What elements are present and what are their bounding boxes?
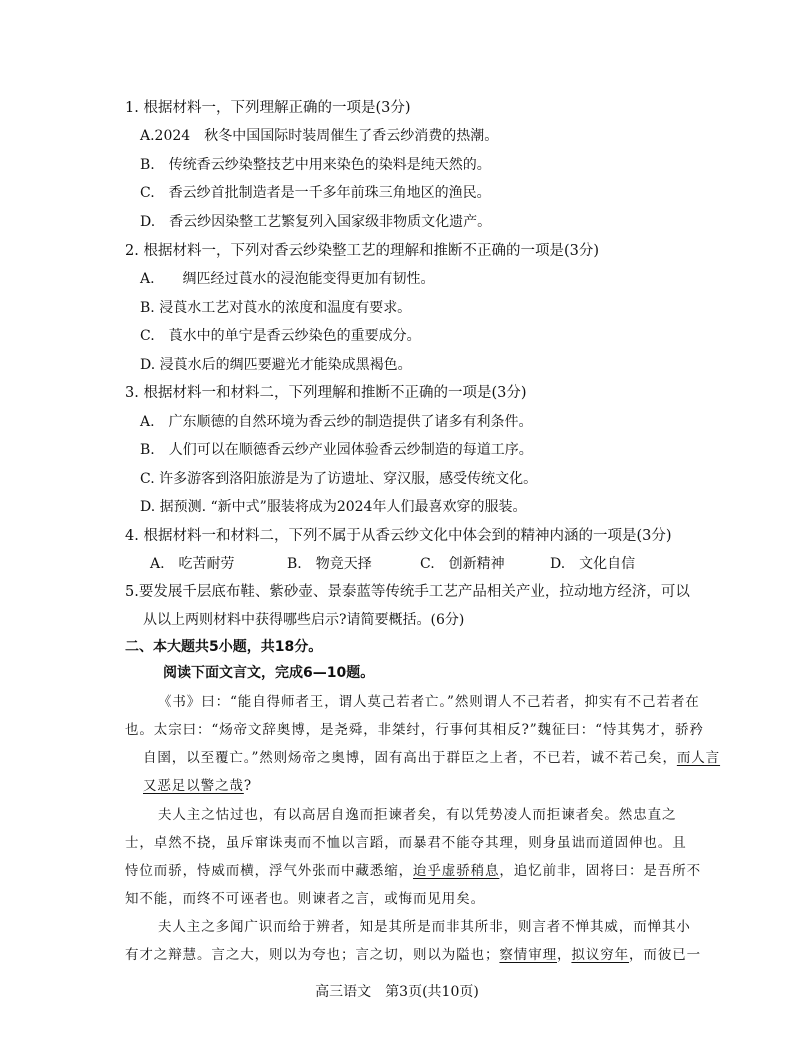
question-3-option-c: C. 许多游客到洛阳旅游是为了访遗址、穿汉服，感受传统文化。 <box>140 471 538 487</box>
question-3-option-b: B. 人们可以在顺德香云纱产业园体验香云纱制造的每道工序。 <box>140 442 533 458</box>
underlined-phrase: 拟议穷年 <box>571 947 630 963</box>
passage-p3-line-2 <box>125 945 701 965</box>
passage-p2-line-3 <box>125 861 701 881</box>
underlined-phrase: 又恶足以警之哉 <box>143 778 244 794</box>
page-footer: 高三语文 第3页(共10页) <box>315 984 479 1000</box>
underlined-phrase: 迨乎虚骄稍息 <box>413 863 500 879</box>
question-2-option-d: D. 浸莨水后的绸匹要避光才能染成黑褐色。 <box>140 357 412 373</box>
passage-p2-line-1: 夫人主之怙过也，有以高居自逸而拒谏者矣，有以凭势凌人而拒谏者矣。然忠直之 <box>158 807 677 823</box>
question-4-option-d: D. 文化自信 <box>550 556 636 572</box>
passage-p2-line-2: 士，卓然不挠，虽斥窜诛夷而不恤以言蹈，而暴君不能夺其理，则身虽诎而道固伸也。且 <box>125 835 687 851</box>
question-2-option-b: B. 浸莨水工艺对莨水的浓度和温度有要求。 <box>140 300 412 316</box>
section-2-instruction: 阅读下面文言文，完成6—10题。 <box>163 665 375 681</box>
passage-p1-line-4 <box>143 776 252 796</box>
section-2-heading: 二、本大题共5小题，共18分。 <box>125 639 323 655</box>
question-4-options <box>150 554 635 574</box>
question-1-option-d: D. 香云纱因染整工艺繁复列入国家级非物质文化遗产。 <box>140 214 492 230</box>
question-3-option-a: A. 广东顺德的自然环境为香云纱的制造提供了诸多有利条件。 <box>140 414 533 430</box>
question-4-option-a: A. 吃苦耐劳 <box>150 556 235 572</box>
passage-p3-line-1: 夫人主之多闻广识而给于辨者，知是其所是而非其所非，则言者不惮其威，而惮其小 <box>158 919 691 935</box>
question-3-option-d: D. 据预测. “新中式”服装将成为2024年人们最喜欢穿的服装。 <box>140 499 527 515</box>
question-1-option-b: B. 传统香云纱染整技艺中用来染色的染料是纯天然的。 <box>140 157 491 173</box>
passage-text: 自圉，以至覆亡。”然则炀帝之奥博，固有高出于群臣之上者，不已若，诚不若己矣， <box>143 750 677 766</box>
passage-p1-line-2: 也。太宗曰：“炀帝文辞奥博，是尧舜，非桀纣，行事何其相反?”魏征曰：“恃其隽才，骄矜 <box>125 722 704 738</box>
passage-text: 有才之辩慧。言之大，则以为夸也；言之切，则以为隘也； <box>125 947 500 963</box>
question-3-stem: 3. 根据材料一和材料二，下列理解和推断不正确的一项是(3分) <box>125 385 527 401</box>
question-4-option-c: C. 创新精神 <box>420 556 505 572</box>
question-1-option-c: C. 香云纱首批制造者是一千多年前珠三角地区的渔民。 <box>140 185 491 201</box>
passage-text: ? <box>243 778 252 794</box>
question-2-stem: 2. 根据材料一，下列对香云纱染整工艺的理解和推断不正确的一项是(3分) <box>125 243 599 259</box>
passage-p2-line-4: 知不能，而终不可诬者也。则谏者之言，或悔而见用矣。 <box>125 891 485 907</box>
passage-text: ，追忆前非，固将曰：是吾所不 <box>499 863 702 879</box>
underlined-phrase: 察情审理 <box>499 947 558 963</box>
question-1-option-a: A.2024 秋冬中国国际时装周催生了香云纱消费的热潮。 <box>140 128 499 144</box>
question-2-option-a: A. 绸匹经过莨水的浸泡能变得更加有韧性。 <box>140 271 435 287</box>
underlined-phrase: 而人言 <box>676 750 721 766</box>
question-2-option-c: C. 莨水中的单宁是香云纱染色的重要成分。 <box>140 328 421 344</box>
question-4-stem: 4. 根据材料一和材料二，下列不属于从香云纱文化中体会到的精神内涵的一项是(3分) <box>125 528 672 544</box>
passage-p1-line-1: 《书》曰：“能自得师者王，谓人莫己若者亡。”然则谓人不己若者，抑实有不己若者在 <box>158 694 700 710</box>
passage-p1-line-3 <box>143 748 720 768</box>
question-5-line-2: 从以上两则材料中获得哪些启示?请简要概括。(6分) <box>143 612 465 628</box>
question-5-line-1: 5.要发展千层底布鞋、紫砂壶、景泰蓝等传统手工艺产品相关产业，拉动地方经济，可以 <box>125 584 690 600</box>
question-1-stem: 1. 根据材料一，下列理解正确的一项是(3分) <box>125 100 411 116</box>
passage-text: 恃位而骄，恃威而横，浮气外张而中藏悉缩， <box>125 863 413 879</box>
passage-text: ，而彼已一 <box>629 947 702 963</box>
passage-text: ， <box>557 947 572 963</box>
question-4-option-b: B. 物竞天择 <box>287 556 372 572</box>
